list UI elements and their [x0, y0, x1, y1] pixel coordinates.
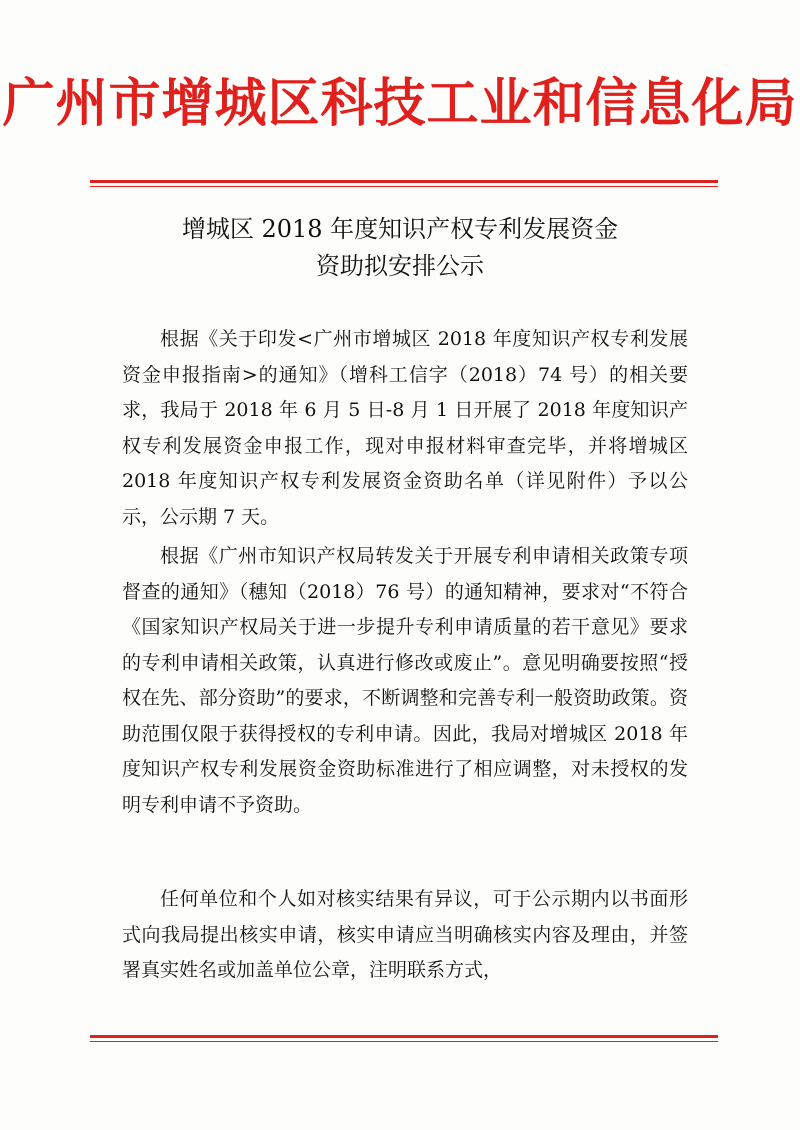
- footer-rule-thick: [90, 1035, 718, 1038]
- paragraph-text: 任何单位和个人如对核实结果有异议，可于公示期内以书面形式向我局提出核实申请，核实申请应当明确核实内容及理由，并签署真实姓名或加盖单位公章，注明联系方式，: [122, 888, 688, 981]
- body-paragraph-3: [122, 882, 688, 989]
- body-paragraph-1: [122, 322, 688, 535]
- letterhead-rule-thick: [90, 180, 718, 183]
- paragraph-text: 根据《广州市知识产权局转发关于开展专利申请相关政策专项督查的通知》（穗知（2018）76 号）的通知精神，要求对“不符合《国家知识产权局关于进一步提升专利申请质量的若干意见》要求的专利申请相关政策，认真进行修改或废止”。意见明确要按照“授权在先、部分资助”的要求，不断调整和完善专利一般资助政策。资助范围仅限于获得授权的专利申请。因此，我局对增城区 2018 年度知识产权专利发展资金资助标准进行了相应调整，对未授权的发明专利申请不予资助。: [122, 545, 688, 816]
- paragraph-text: 根据《关于印发<广州市增城区 2018 年度知识产权专利发展资金申报指南>的通知》（增科工信字（2018）74 号）的相关要求，我局于 2018 年 6 月 5 日-8 月 1 日开展了 2018 年度知识产权专利发展资金申报工作，现对申报材料审查完毕，并将增城区 2018 年度知识产权专利发展资金资助名单（详见附件）予以公示，公示期 7 天。: [122, 328, 688, 528]
- footer-rule-thin: [90, 1041, 718, 1042]
- letterhead-title: 广州市增城区科技工业和信息化局: [2, 73, 798, 134]
- body-paragraph-2: [122, 539, 688, 823]
- document-title-line-1: 增城区 2018 年度知识产权专利发展资金: [181, 215, 619, 243]
- document-title-line-2: 资助拟安排公示: [316, 252, 484, 280]
- letterhead-rule-thin: [90, 186, 718, 187]
